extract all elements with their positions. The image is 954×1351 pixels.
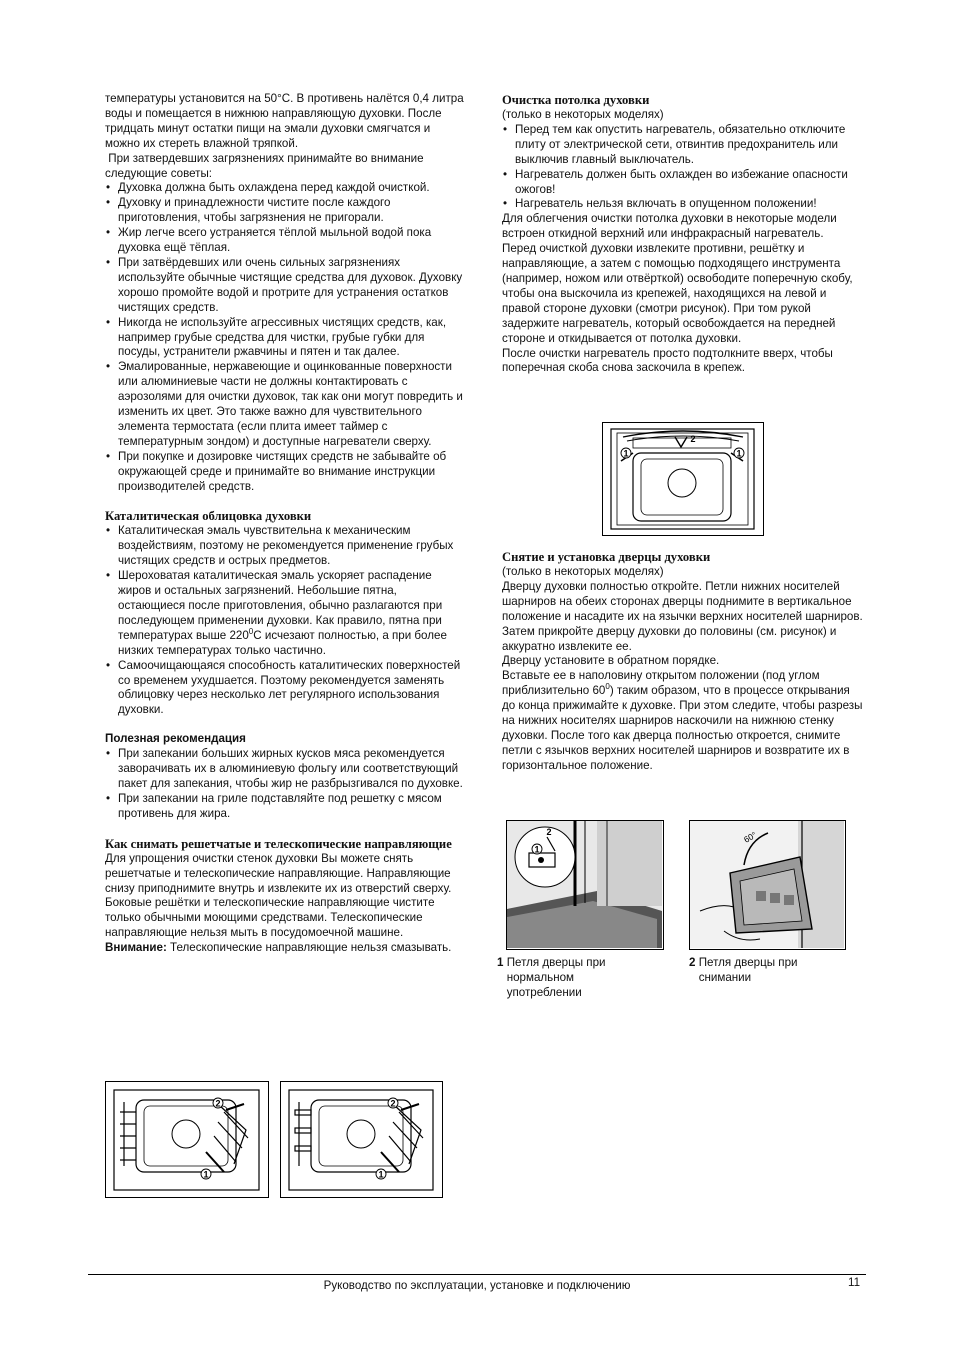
door-3b: ) таким образом, что в процессе открывания до конца прижимайте к духовке. При этом следите, чтобы разрезы на нижних носителях шарниров наскочили на нижнюю стенку духовки. После того как дверца полностью откроется, снимите петли с язычков верхних носителей шарниров и возвратите их в горизонтальное положение. (502, 684, 863, 772)
intro-paragraph: температуры установится на 50°C. В противень налётся 0,4 литра воды и помещается в нижнюю направляющую духовки. После тридцать минут остатки пищи на эмали духовки смягчатся и можно их стереть влажной тряпкой. (105, 92, 464, 150)
caption-number: 2 (689, 956, 696, 969)
degree-sup: 0 (248, 626, 254, 636)
ceiling-heading: Очистка потолка духовки (502, 93, 650, 107)
fig-number: 1 (736, 448, 742, 459)
fig-number: 1 (203, 1169, 209, 1180)
fig-number: 2 (690, 434, 696, 444)
caption-text: Петля дверцы при снимании (698, 956, 798, 984)
ceiling-paragraph-2: Перед очисткой духовки извлеките противни, решётку и направляющие, а затем с помощью подходящего инструмента (например, ножом или отвёрткой) освободите поперечную скобу, чтобы она выскочила из крепежей, находящихся на левой и правой стороне духовки (смотри рисунок). При том рукой задержите нагреватель, который освобождается на передней стороне и откидывается от потолка духовки. (502, 242, 853, 345)
guides-paragraph-2: Боковые решётки и телескопические направляющие чистите только обычными моющими средствами. Телескопические направляющие нельзя мыть в посудомоечной машине. (105, 896, 435, 940)
advice-heading: Полезная рекомендация (105, 732, 246, 746)
list-item: • При покупке и дозировке чистящих средств не забывайте об окружающей среде и принимайте во внимание инструкции производителей средств. (105, 450, 467, 495)
door-section (502, 549, 864, 774)
list-item: • Нагреватель нельзя включать в опущенном положении! (502, 197, 864, 212)
list-item: • Духовку и принадлежности чистите после каждого приготовления, чтобы загрязнения не пригорали. (105, 196, 467, 226)
list-item: • Каталитическая эмаль чувствительна к механическим воздействиям, поэтому не рекомендуется применение грубых чистящих средств и острых предметов. (105, 524, 467, 569)
catalytic-list (105, 524, 467, 718)
fig-angle-label: 60° (742, 829, 759, 845)
oven-heater-illustration (603, 423, 762, 534)
list-item: • Эмалированные, нержавеющие и оцинкованные поверхности или алюминиевые части не должны контактировать с аэрозолями для очистки духовок, так как они могут повредить и изменить их цвет. Это также важно для чувствительного элемента термостата (если плита имеет таймер с температурным зондом) и доступные нагреватели сверху. (105, 360, 467, 449)
door-3a: Вставьте ее в наполовину открытом положении (под углом приблизительно 60 (502, 669, 820, 698)
fig-number: 1 (378, 1169, 384, 1180)
footer-title: Руководство по эксплуатации, установке и подключению (323, 1279, 631, 1292)
attention-paragraph (105, 941, 467, 956)
door-heading: Снятие и установка дверцы духовки (502, 550, 711, 564)
caption-text: Петля дверцы при нормальном употреблении (506, 956, 606, 999)
caption-number: 1 (497, 956, 504, 969)
ceiling-note: (только в некоторых моделях) (502, 108, 664, 121)
list-item: • Перед тем как опустить нагреватель, обязательно отключите плиту от электрической сети, отвинтив предохранитель или выключив главный выключатель. (502, 123, 864, 168)
fig-number: 1 (623, 448, 629, 459)
list-item: • При запекании больших жирных кусков мяса рекомендуется заворачивать их в алюминиевую фольгу или соответствующий пакет для запекания, чтобы жир не разбрызгивался по духовке. (105, 747, 467, 792)
door-paragraph-3 (502, 669, 864, 773)
tips-list (105, 181, 467, 494)
catalytic-2a: Шероховатая каталитическая эмаль ускоряет распадение жиров и остальных загрязнений. Небольшие пятна, остающиеся после приготовления, обычно разлагаются при последующем применении духовки. Как правило, пятна при температурах выше 220 (118, 569, 443, 642)
fig-number: 2 (546, 827, 552, 837)
guides-heading: Как снимать решетчатые и телескопические направляющие (105, 836, 452, 851)
caption-1 (497, 956, 657, 1001)
footer-divider (88, 1274, 866, 1275)
wire-guides-figure (105, 1081, 269, 1198)
guides-paragraph-1: Для упрощения очистки стенок духовки Вы можете снять решетчатые и телескопические направляющие. Направляющие снизу приподнимите внутрь и извлеките их из отверстий сверху. (105, 851, 452, 895)
list-item: • Нагреватель должен быть охлажден во избежание опасности ожогов! (502, 168, 864, 198)
list-item (105, 569, 467, 658)
telescopic-guides-illustration (281, 1082, 441, 1196)
wire-guides-illustration (106, 1082, 267, 1196)
fig-number: 2 (215, 1098, 221, 1109)
door-hinge-figure-2 (689, 820, 846, 950)
list-item: • Никогда не используйте агрессивных чистящих средств, как, например грубые средства для чистки, грубые губки для посуды, устранители ржавчины и пятен и так далее. (105, 316, 467, 361)
list-item: • При запекании на гриле подставляйте под решетку с мясом противень для жира. (105, 792, 467, 822)
page-number: 11 (848, 1276, 861, 1289)
catalytic-2b: С исчезают полностью, а при более низких температурах только частично. (118, 628, 447, 657)
door-paragraph-1: Дверцу духовки полностью откройте. Петли нижних носителей шарниров на обеих сторонах дверцы поднимите в вертикальное положение и насадите их на язычки верхних носителей шарниров. Затем прикройте дверцу духовки до половины (см. рисунок) и аккуратно извлеките ее. (502, 579, 863, 653)
right-column (502, 92, 864, 376)
list-item: • Духовка должна быть охлаждена перед каждой очисткой. (105, 181, 467, 196)
ceiling-paragraph-1: Для облегчения очистки потолка духовки в некоторые модели встроен откидной верхний или инфракрасный нагреватель. (502, 212, 837, 241)
caption-2 (689, 956, 849, 986)
door-paragraph-2: Дверцу установите в обратном порядке. (502, 654, 720, 668)
degree-sup: 0 (605, 682, 610, 692)
fig-number: 2 (390, 1098, 396, 1109)
ceiling-list (502, 123, 864, 212)
telescopic-guides-figure (280, 1081, 443, 1198)
ceiling-paragraph-3: После очистки нагреватель просто подтолкните вверх, чтобы поперечная скоба снова заскочила в крепеж. (502, 346, 833, 375)
advice-list (105, 747, 467, 822)
hinge-removal-illustration (690, 821, 844, 948)
catalytic-heading: Каталитическая облицовка духовки (105, 509, 312, 524)
left-column (105, 92, 467, 956)
fig-number: 1 (534, 844, 540, 855)
door-note: (только в некоторых моделях) (502, 565, 664, 578)
list-item: • Самоочищающаяся способность каталитических поверхностей со временем ухудшается. Поэтому рекомендуется заменять облицовку через несколько лет регулярного использования духовки. (105, 659, 467, 719)
attention-text: Телескопические направляющие нельзя смазывать. (166, 941, 452, 955)
hinge-normal-illustration (507, 821, 662, 948)
attention-label: Внимание: (105, 941, 167, 955)
door-hinge-figure-1 (506, 820, 664, 950)
tips-intro: При затвердевших загрязнениях принимайте во внимание следующие советы: (105, 151, 427, 180)
ceiling-heater-figure (602, 422, 764, 536)
list-item: • Жир легче всего устраняется тёплой мыльной водой пока духовка ещё тёплая. (105, 226, 467, 256)
list-item: • При затвёрдевших или очень сильных загрязнениях используйте обычные чистящие средства для духовок. Духовку хорошо промойте водой и протрите для устранения остатков чистящих средств. (105, 256, 467, 316)
